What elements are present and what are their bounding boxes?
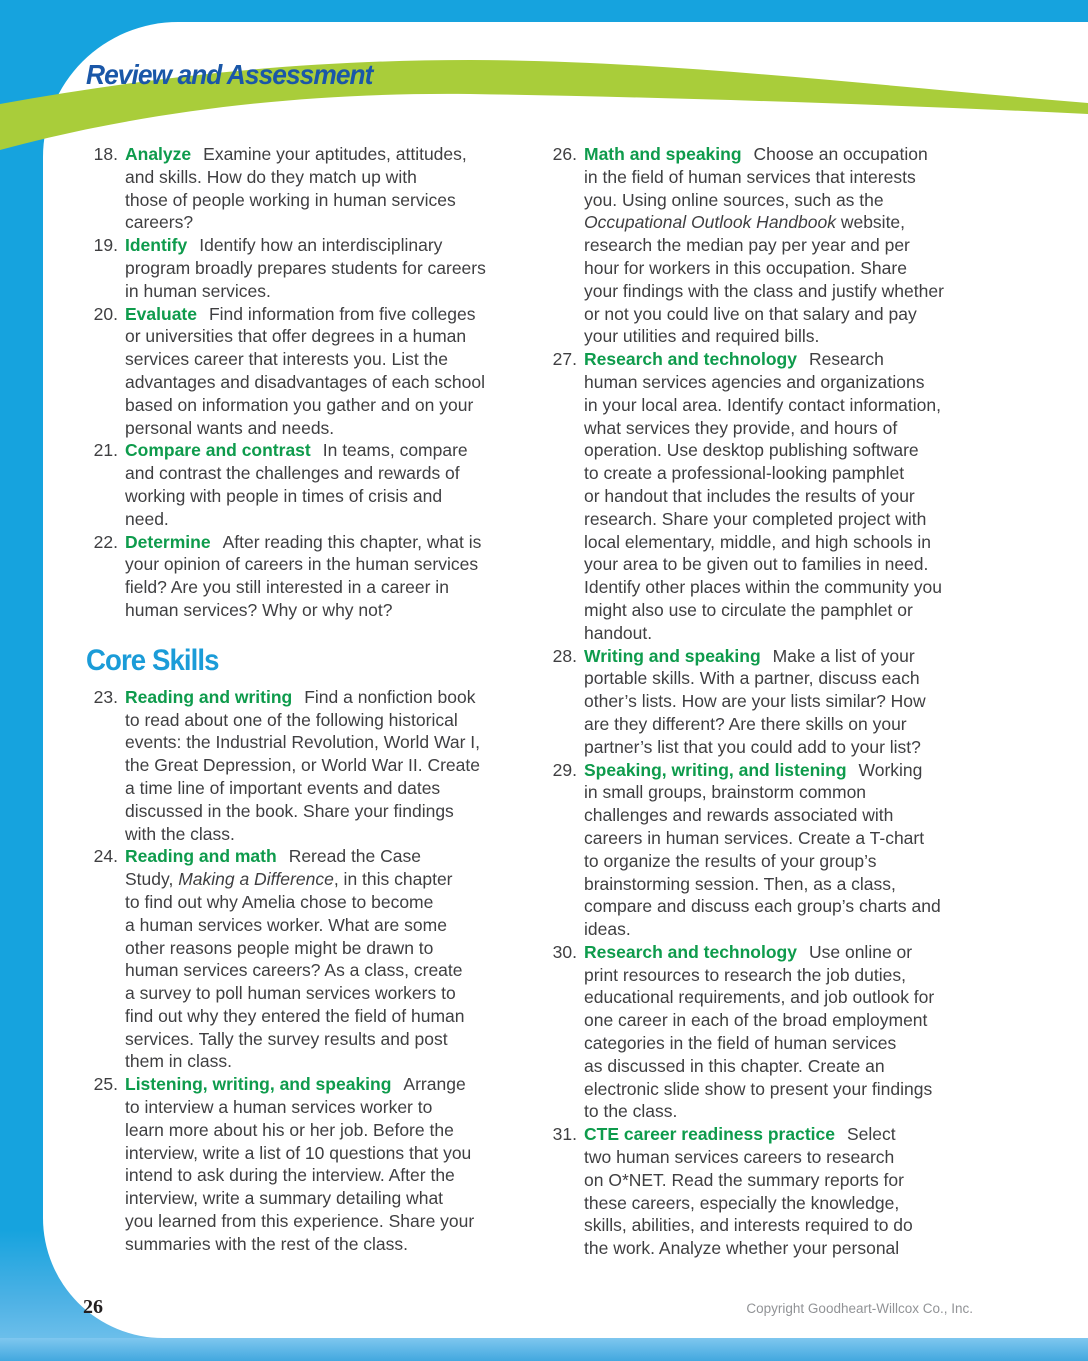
review-item bbox=[81, 531, 533, 622]
item-text: your opinion of careers in the human services bbox=[125, 554, 479, 575]
copyright-notice: Copyright Goodheart-Willcox Co., Inc. bbox=[746, 1301, 973, 1316]
item-body bbox=[584, 645, 992, 759]
item-text: program broadly prepares students for careers bbox=[125, 257, 486, 278]
item-text: or not you could live on that salary and pay bbox=[584, 303, 917, 324]
item-text: Working bbox=[858, 759, 923, 780]
item-text: might also use to circulate the pamphlet or bbox=[584, 599, 913, 620]
item-text: Choose an occupation bbox=[753, 144, 928, 164]
item-keyword: Determine bbox=[125, 531, 211, 552]
item-number: 21. bbox=[93, 440, 118, 461]
item-text: print resources to research the job duties, bbox=[584, 964, 906, 985]
item-body bbox=[584, 1123, 992, 1260]
item-text: , in this chapter bbox=[333, 869, 453, 890]
item-body bbox=[584, 143, 992, 348]
item-text: portable skills. With a partner, discuss each bbox=[584, 668, 920, 689]
item-text: partner’s list that you could add to your list? bbox=[584, 736, 921, 757]
item-text: your area to be given out to families in need. bbox=[584, 554, 929, 575]
item-text: educational requirements, and job outlook for bbox=[584, 987, 935, 1008]
item-text: what services they provide, and hours of bbox=[584, 417, 898, 438]
review-item bbox=[540, 1123, 992, 1260]
item-text: are they different? Are there skills on your bbox=[584, 713, 907, 734]
item-body bbox=[584, 348, 992, 644]
item-body bbox=[125, 531, 533, 622]
page-title: Review and Assessment bbox=[86, 59, 373, 90]
review-item bbox=[540, 759, 992, 941]
item-text: to find out why Amelia chose to become bbox=[125, 891, 434, 912]
item-text: to organize the results of your group’s bbox=[584, 850, 877, 871]
item-text: discussed in the book. Share your findings bbox=[125, 800, 454, 821]
item-body bbox=[125, 686, 533, 846]
item-keyword: Analyze bbox=[125, 144, 192, 164]
item-number: 20. bbox=[93, 303, 118, 324]
item-text: Reread the Case bbox=[288, 846, 421, 867]
item-text: careers? bbox=[125, 212, 194, 233]
item-text: or universities that offer degrees in a human bbox=[125, 326, 467, 347]
item-text: hour for workers in this occupation. Share bbox=[584, 257, 907, 278]
left-column bbox=[81, 143, 533, 1260]
item-text: other’s lists. How are your lists similar? How bbox=[584, 691, 926, 712]
item-text: services. Tally the survey results and post bbox=[125, 1028, 448, 1049]
item-number: 30. bbox=[552, 941, 577, 962]
item-body bbox=[125, 439, 533, 530]
item-text: to create a professional-looking pamphlet bbox=[584, 463, 905, 484]
item-text: electronic slide show to present your findings bbox=[584, 1078, 933, 1099]
item-text: services career that interests you. List the bbox=[125, 349, 448, 370]
item-text: your findings with the class and justify whether bbox=[584, 280, 944, 301]
item-keyword: Compare and contrast bbox=[125, 440, 311, 461]
item-keyword: Writing and speaking bbox=[584, 645, 761, 666]
item-text: human services agencies and organizations bbox=[584, 371, 925, 392]
item-text: as discussed in this chapter. Create an bbox=[584, 1055, 885, 1076]
item-text: handout. bbox=[584, 622, 653, 643]
review-item bbox=[81, 234, 533, 302]
item-text: those of people working in human services bbox=[125, 189, 456, 210]
review-item bbox=[81, 845, 533, 1073]
item-keyword: Reading and math bbox=[125, 846, 277, 867]
item-text: and skills. How do they match up with bbox=[125, 166, 417, 187]
item-number: 24. bbox=[93, 846, 118, 867]
item-keyword: Math and speaking bbox=[584, 144, 742, 164]
item-text: Find a nonfiction book bbox=[304, 686, 476, 707]
item-text: or handout that includes the results of your bbox=[584, 485, 915, 506]
review-item bbox=[81, 686, 533, 846]
item-text: careers in human services. Create a T-chart bbox=[584, 827, 925, 848]
item-text: learn more about his or her job. Before the bbox=[125, 1119, 454, 1140]
item-text: Make a list of your bbox=[772, 645, 915, 666]
item-text: with the class. bbox=[125, 823, 235, 844]
item-text: In teams, compare bbox=[322, 440, 468, 461]
item-text: the work. Analyze whether your personal bbox=[584, 1238, 900, 1259]
item-text: in your local area. Identify contact information, bbox=[584, 394, 941, 415]
item-number: 18. bbox=[93, 144, 118, 164]
item-text: working with people in times of crisis and bbox=[125, 485, 443, 506]
item-text: interview, write a summary detailing what bbox=[125, 1188, 444, 1209]
item-text: a survey to poll human services workers to bbox=[125, 983, 456, 1004]
item-text: you learned from this experience. Share your bbox=[125, 1211, 475, 1232]
item-text: challenges and rewards associated with bbox=[584, 805, 894, 826]
item-body bbox=[584, 941, 992, 1123]
item-text: skills, abilities, and interests required to do bbox=[584, 1215, 913, 1236]
item-text: website, bbox=[835, 212, 906, 233]
item-text: human services? Why or why not? bbox=[125, 599, 393, 620]
page-number: 26 bbox=[83, 1296, 103, 1318]
item-text: brainstorming session. Then, as a class, bbox=[584, 873, 896, 894]
item-text: Select bbox=[846, 1124, 896, 1145]
item-text: in small groups, brainstorm common bbox=[584, 782, 867, 803]
item-text: research. Share your completed project with bbox=[584, 508, 927, 529]
review-item bbox=[540, 941, 992, 1123]
item-number: 26. bbox=[552, 144, 577, 164]
item-text: After reading this chapter, what is bbox=[222, 531, 482, 552]
item-text: events: the Industrial Revolution, World War I, bbox=[125, 732, 481, 753]
item-number: 25. bbox=[93, 1074, 118, 1095]
item-body bbox=[125, 303, 533, 440]
item-text: find out why they entered the field of human bbox=[125, 1005, 465, 1026]
item-text: and contrast the challenges and rewards of bbox=[125, 463, 460, 484]
item-text: interview, write a list of 10 questions that you bbox=[125, 1142, 472, 1163]
review-item bbox=[81, 1073, 533, 1255]
item-text: based on information you gather and on your bbox=[125, 394, 474, 415]
item-text: to interview a human services worker to bbox=[125, 1097, 433, 1118]
item-text: them in class. bbox=[125, 1051, 232, 1072]
item-number: 27. bbox=[552, 349, 577, 370]
item-text: other reasons people might be drawn to bbox=[125, 937, 434, 958]
item-text: Use online or bbox=[808, 941, 913, 962]
item-keyword: Evaluate bbox=[125, 303, 197, 324]
item-keyword: Listening, writing, and speaking bbox=[125, 1074, 392, 1095]
item-text: to the class. bbox=[584, 1101, 678, 1122]
item-body bbox=[125, 234, 533, 302]
item-text: the Great Depression, or World War II. Create bbox=[125, 755, 480, 776]
item-text: two human services careers to research bbox=[584, 1147, 895, 1168]
item-body bbox=[584, 759, 992, 941]
section-heading: Core Skills bbox=[86, 643, 219, 677]
item-body bbox=[125, 143, 533, 234]
item-text: one career in each of the broad employment bbox=[584, 1010, 928, 1031]
item-number: 19. bbox=[93, 235, 118, 256]
item-keyword: Research and technology bbox=[584, 941, 797, 962]
item-text: these careers, especially the knowledge, bbox=[584, 1192, 900, 1213]
item-keyword: CTE career readiness practice bbox=[584, 1124, 835, 1145]
item-text: Research bbox=[808, 349, 884, 370]
item-text: field? Are you still interested in a career in bbox=[125, 577, 449, 598]
item-text: in human services. bbox=[125, 280, 271, 301]
item-text: need. bbox=[125, 508, 169, 529]
item-text: Examine your aptitudes, attitudes, bbox=[203, 144, 467, 164]
review-item bbox=[540, 143, 992, 348]
item-text: categories in the field of human services bbox=[584, 1033, 897, 1054]
item-text: to read about one of the following historical bbox=[125, 709, 458, 730]
item-text: ideas. bbox=[584, 919, 631, 940]
review-item bbox=[81, 303, 533, 440]
item-number: 28. bbox=[552, 645, 577, 666]
item-text: intend to ask during the interview. After the bbox=[125, 1165, 455, 1186]
right-column bbox=[540, 143, 992, 1260]
item-text: human services careers? As a class, create bbox=[125, 960, 463, 981]
item-text: a human services worker. What are some bbox=[125, 914, 447, 935]
item-text: research the median pay per year and per bbox=[584, 235, 910, 256]
item-text: summaries with the rest of the class. bbox=[125, 1233, 409, 1254]
item-number: 22. bbox=[93, 531, 118, 552]
review-content bbox=[81, 143, 992, 1260]
item-text: Find information from five colleges bbox=[208, 303, 476, 324]
review-item bbox=[540, 348, 992, 644]
footer-strip bbox=[0, 1338, 1088, 1361]
item-text: personal wants and needs. bbox=[125, 417, 335, 438]
item-body bbox=[125, 1073, 533, 1255]
item-keyword: Speaking, writing, and listening bbox=[584, 759, 847, 780]
item-number: 23. bbox=[93, 686, 118, 707]
item-number: 31. bbox=[552, 1124, 577, 1145]
item-text: operation. Use desktop publishing software bbox=[584, 440, 919, 461]
item-number: 29. bbox=[552, 759, 577, 780]
item-text: compare and discuss each group’s charts and bbox=[584, 896, 941, 917]
review-item bbox=[81, 143, 533, 234]
item-body bbox=[125, 845, 533, 1073]
item-keyword: Identify bbox=[125, 235, 188, 256]
item-text: in the field of human services that interests bbox=[584, 166, 916, 187]
item-text: advantages and disadvantages of each school bbox=[125, 371, 485, 392]
item-text: local elementary, middle, and high schools in bbox=[584, 531, 931, 552]
item-text: Making a Difference bbox=[178, 869, 334, 890]
review-item bbox=[540, 645, 992, 759]
item-text: Identify how an interdisciplinary bbox=[199, 235, 443, 256]
review-item bbox=[81, 439, 533, 530]
item-text: Identify other places within the community you bbox=[584, 577, 942, 598]
item-text: your utilities and required bills. bbox=[584, 326, 820, 347]
item-text: a time line of important events and dates bbox=[125, 777, 441, 798]
item-text: Arrange bbox=[403, 1074, 466, 1095]
item-keyword: Reading and writing bbox=[125, 686, 293, 707]
item-text: you. Using online sources, such as the bbox=[584, 189, 884, 210]
item-text: Study, bbox=[125, 869, 179, 890]
item-text: Occupational Outlook Handbook bbox=[584, 212, 836, 233]
item-text: on O*NET. Read the summary reports for bbox=[584, 1169, 904, 1190]
item-keyword: Research and technology bbox=[584, 349, 797, 370]
